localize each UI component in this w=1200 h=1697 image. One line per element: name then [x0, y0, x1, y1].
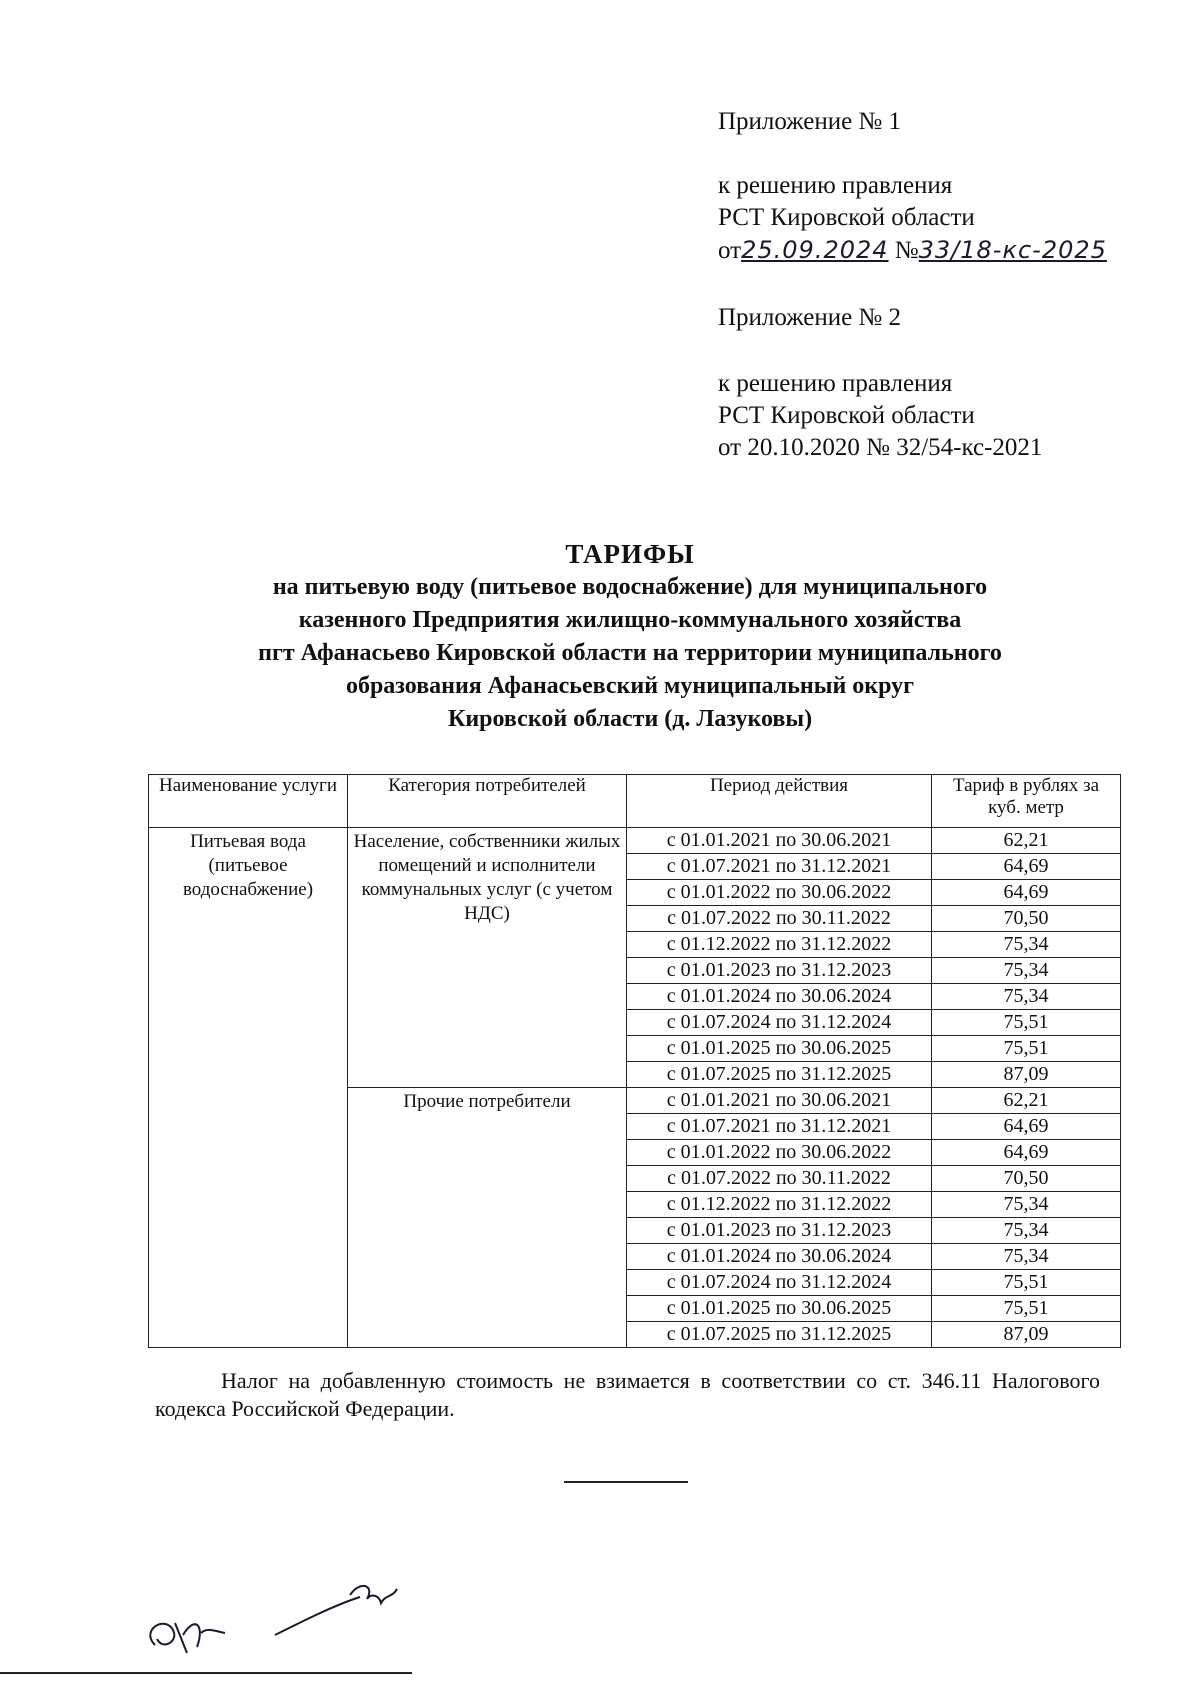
footer-rule	[0, 1672, 412, 1674]
handwritten-date: 25.09.2024	[741, 236, 889, 264]
heading-line: на питьевую воду (питьевое водоснабжение) для муниципального	[272, 574, 988, 600]
heading-line: казенного Предприятия жилищно-коммунального хозяйства	[298, 607, 962, 633]
date-prefix: от	[718, 237, 742, 264]
period-cell: с 01.01.2023 по 31.12.2023	[627, 958, 932, 984]
period-cell: с 01.01.2021 по 30.06.2021	[627, 1088, 932, 1114]
header-service: Наименование услуги	[149, 775, 348, 828]
rate-cell: 75,51	[932, 1036, 1121, 1062]
header-rate: Тариф в рублях за куб. метр	[932, 775, 1121, 828]
rate-cell: 75,34	[932, 1218, 1121, 1244]
rate-cell: 87,09	[932, 1062, 1121, 1088]
document-heading	[160, 538, 1100, 736]
rate-cell: 70,50	[932, 906, 1121, 932]
period-cell: с 01.07.2025 по 31.12.2025	[627, 1062, 932, 1088]
period-cell: с 01.12.2022 по 31.12.2022	[627, 1192, 932, 1218]
signature	[135, 1575, 455, 1670]
rate-cell: 75,34	[932, 958, 1121, 984]
rate-cell: 75,34	[932, 1244, 1121, 1270]
period-cell: с 01.12.2022 по 31.12.2022	[627, 932, 932, 958]
period-cell: с 01.07.2022 по 30.11.2022	[627, 1166, 932, 1192]
header-period: Период действия	[627, 775, 932, 828]
heading-line: пгт Афанасьево Кировской области на территории муниципального	[258, 640, 1002, 666]
service-cell: Питьевая вода (питьевое водоснабжение)	[149, 828, 348, 1348]
rate-cell: 64,69	[932, 1114, 1121, 1140]
table-header-row	[149, 775, 1121, 828]
category-cell: Прочие потребители	[348, 1088, 627, 1348]
appendix-2-block	[718, 302, 1042, 464]
heading-title: ТАРИФЫ	[565, 539, 695, 569]
period-cell: с 01.01.2021 по 30.06.2021	[627, 828, 932, 854]
period-cell: с 01.01.2025 по 30.06.2025	[627, 1296, 932, 1322]
period-cell: с 01.01.2023 по 31.12.2023	[627, 1218, 932, 1244]
period-cell: с 01.01.2025 по 30.06.2025	[627, 1036, 932, 1062]
period-cell: с 01.07.2021 по 31.12.2021	[627, 854, 932, 880]
appendix-1-block	[718, 106, 1107, 267]
rate-cell: 64,69	[932, 1140, 1121, 1166]
number-prefix: №	[894, 237, 919, 264]
appendix-2-line-1: к решению правления	[718, 370, 953, 397]
rate-cell: 75,34	[932, 932, 1121, 958]
tariff-table	[148, 774, 1121, 1348]
appendix-1-line-1: к решению правления	[718, 172, 953, 199]
signature-drawing	[135, 1575, 455, 1665]
rate-cell: 64,69	[932, 880, 1121, 906]
rate-cell: 75,34	[932, 1192, 1121, 1218]
rate-cell: 62,21	[932, 1088, 1121, 1114]
period-cell: с 01.07.2024 по 31.12.2024	[627, 1270, 932, 1296]
tariff-table-body	[149, 828, 1121, 1348]
appendix-1-title: Приложение № 1	[718, 108, 902, 135]
vat-note: Налог на добавленную стоимость не взимается в соответствии со ст. 346.11 Налогового кодекса Российской Федерации.	[155, 1368, 1100, 1421]
appendix-2-title: Приложение № 2	[718, 304, 902, 331]
rate-cell: 87,09	[932, 1322, 1121, 1348]
period-cell: с 01.01.2024 по 30.06.2024	[627, 1244, 932, 1270]
rate-cell: 62,21	[932, 828, 1121, 854]
end-divider	[564, 1481, 688, 1483]
rate-cell: 75,51	[932, 1296, 1121, 1322]
period-cell: с 01.07.2022 по 30.11.2022	[627, 906, 932, 932]
category-cell: Население, собственники жилых помещений и исполнители коммунальных услуг (с учетом НДС)	[348, 828, 627, 1088]
period-cell: с 01.01.2024 по 30.06.2024	[627, 984, 932, 1010]
appendix-1-date-line	[718, 234, 1107, 267]
rate-cell: 75,34	[932, 984, 1121, 1010]
handwritten-number: 33/18-кс-2025	[918, 236, 1107, 264]
period-cell: с 01.07.2025 по 31.12.2025	[627, 1322, 932, 1348]
appendix-2-line-3: от 20.10.2020 № 32/54-кс-2021	[718, 434, 1043, 461]
period-cell: с 01.01.2022 по 30.06.2022	[627, 1140, 932, 1166]
rate-cell: 75,51	[932, 1270, 1121, 1296]
rate-cell: 64,69	[932, 854, 1121, 880]
appendix-2-line-2: РСТ Кировской области	[718, 402, 975, 429]
table-row	[149, 828, 1121, 854]
header-category: Категория потребителей	[348, 775, 627, 828]
heading-line: образования Афанасьевский муниципальный округ	[345, 673, 915, 699]
heading-line: Кировской области (д. Лазуковы)	[447, 706, 813, 732]
period-cell: с 01.07.2021 по 31.12.2021	[627, 1114, 932, 1140]
period-cell: с 01.01.2022 по 30.06.2022	[627, 880, 932, 906]
rate-cell: 70,50	[932, 1166, 1121, 1192]
rate-cell: 75,51	[932, 1010, 1121, 1036]
period-cell: с 01.07.2024 по 31.12.2024	[627, 1010, 932, 1036]
appendix-1-line-2: РСТ Кировской области	[718, 204, 975, 231]
